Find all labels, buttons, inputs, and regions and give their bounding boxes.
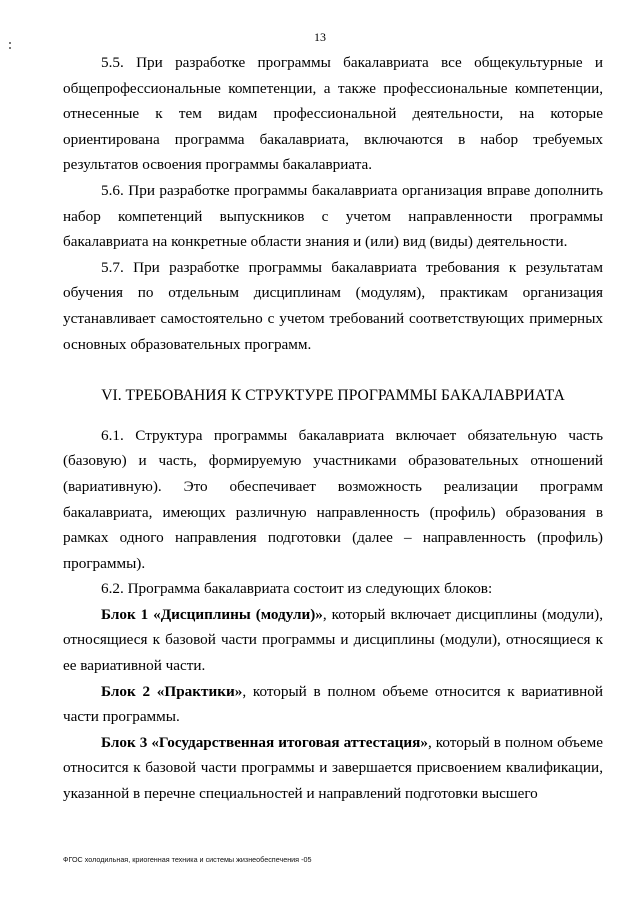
block-3-title: Блок 3 «Государственная итоговая аттестация»: [101, 733, 428, 751]
section-heading: VI. ТРЕБОВАНИЯ К СТРУКТУРЕ ПРОГРАММЫ БАКАЛАВРИАТА: [101, 387, 565, 405]
document-body: [63, 50, 603, 807]
paragraph-5-5: 5.5. При разработке программы бакалавриата все общекультурные и общепрофессиональные компетенции, а также профессиональные компетенции, отнесенные к тем видам профессиональной деятельности, на которые ориентирована программа бакалавриата, включаются в набор требуемых результатов освоения программы бакалавриата.: [63, 54, 603, 174]
block-1-text: , который включает дисциплины (модули), относящиеся к базовой части программы и дисциплины (модули), относящиеся к ее вариативной части.: [63, 605, 603, 675]
block-1-paragraph: [63, 602, 603, 679]
block-2-title: Блок 2 «Практики»: [101, 682, 243, 700]
paragraph-5-6: 5.6. При разработке программы бакалавриата организация вправе дополнить набор компетенций выпускников с учетом направленности программы бакалавриата на конкретные области знания и (или) вид (виды) деятельности.: [63, 181, 603, 251]
paragraph-6-2: 6.2. Программа бакалавриата состоит из следующих блоков:: [101, 580, 493, 598]
footer-note: ФГОС холодильная, криогенная техника и системы жизнеобеспечения -05: [63, 855, 312, 864]
block-2-paragraph: [63, 679, 603, 730]
block-2-text: , который в полном объеме относится к вариативной части программы.: [63, 682, 603, 726]
block-3-text: , который в полном объеме относится к базовой части программы и завершается присвоением квалификации, указанной в перечне специальностей и направлений подготовки высшего: [63, 733, 603, 803]
paragraph-5-7: 5.7. При разработке программы бакалавриата требования к результатам обучения по отдельным дисциплинам (модулям), практикам организация устанавливает самостоятельно с учетом требований соответствующих примерных основных образовательных программ.: [63, 258, 603, 353]
scan-artifact: [9, 47, 11, 49]
page-number: 13: [314, 30, 326, 44]
block-1-title: Блок 1 «Дисциплины (модули)»: [101, 605, 323, 623]
paragraph-6-1: 6.1. Структура программы бакалавриата включает обязательную часть (базовую) и часть, формируемую участниками образовательных отношений (вариативную). Это обеспечивает возможность реализации программ бакалавриата, имеющих различную направленность (профиль) образования в рамках одного направления подготовки (далее – направленность (профиль) программы).: [63, 426, 603, 572]
block-3-paragraph: [63, 730, 603, 807]
